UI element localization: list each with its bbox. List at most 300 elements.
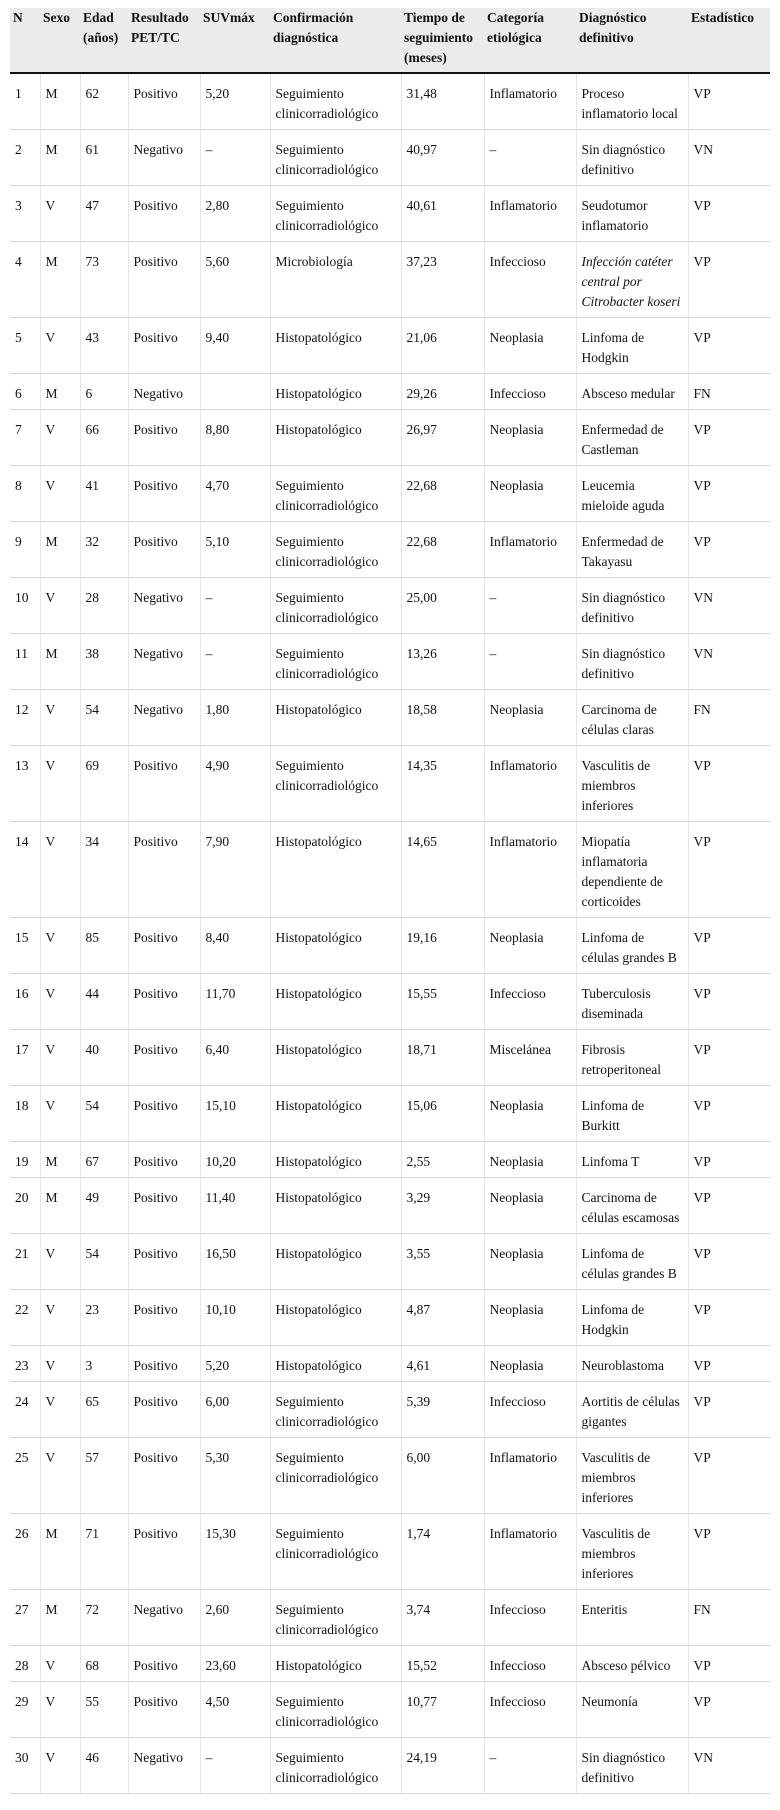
cell-tiempo: 2,55 (401, 1142, 484, 1178)
table-row (10, 578, 770, 634)
cell-edad: 66 (80, 410, 128, 466)
cell-confirmacion: Seguimiento clinicorradiológico (270, 73, 401, 130)
table-row (10, 1346, 770, 1382)
col-header-suv: SUVmáx (200, 8, 270, 73)
cell-resultado: Positivo (128, 318, 200, 374)
cell-sexo: M (40, 73, 80, 130)
cell-tiempo: 13,26 (401, 634, 484, 690)
col-header-diagnostico: Diagnóstico definitivo (576, 8, 688, 73)
cell-diagnostico: Sin diagnóstico definitivo (576, 1738, 688, 1794)
cell-n: 16 (10, 974, 40, 1030)
cell-estadistico: VP (688, 242, 770, 318)
cell-n: 17 (10, 1030, 40, 1086)
cell-estadistico: VP (688, 1646, 770, 1682)
cell-n: 22 (10, 1290, 40, 1346)
cell-resultado: Negativo (128, 1590, 200, 1646)
cell-edad: 49 (80, 1178, 128, 1234)
cell-n: 20 (10, 1178, 40, 1234)
cell-tiempo: 37,23 (401, 242, 484, 318)
cell-n: 2 (10, 130, 40, 186)
cell-diagnostico: Linfoma de células grandes B (576, 1234, 688, 1290)
cell-edad: 85 (80, 918, 128, 974)
cell-tiempo: 4,87 (401, 1290, 484, 1346)
cell-diagnostico: Carcinoma de células claras (576, 690, 688, 746)
cell-confirmacion: Seguimiento clinicorradiológico (270, 1590, 401, 1646)
col-header-resultado: Resultado PET/TC (128, 8, 200, 73)
cell-estadistico: VP (688, 1682, 770, 1738)
table-row (10, 1086, 770, 1142)
cell-estadistico: VP (688, 522, 770, 578)
cell-confirmacion: Histopatológico (270, 1234, 401, 1290)
cell-edad: 72 (80, 1590, 128, 1646)
table-row (10, 1514, 770, 1590)
cell-tiempo: 6,00 (401, 1438, 484, 1514)
cell-estadistico: VN (688, 1738, 770, 1794)
cell-diagnostico: Miopatía inflamatoria dependiente de corticoides (576, 822, 688, 918)
cell-confirmacion: Seguimiento clinicorradiológico (270, 186, 401, 242)
cell-confirmacion: Seguimiento clinicorradiológico (270, 522, 401, 578)
cell-confirmacion: Seguimiento clinicorradiológico (270, 634, 401, 690)
cell-diagnostico: Leucemia mieloide aguda (576, 466, 688, 522)
col-header-confirmacion: Confirmación diagnóstica (270, 8, 401, 73)
cell-confirmacion: Microbiología (270, 242, 401, 318)
cell-n: 27 (10, 1590, 40, 1646)
table-body (10, 73, 770, 1794)
cell-categoria: – (484, 578, 576, 634)
cell-n: 23 (10, 1346, 40, 1382)
cell-resultado: Positivo (128, 1030, 200, 1086)
cell-diagnostico: Tuberculosis diseminada (576, 974, 688, 1030)
cell-sexo: V (40, 746, 80, 822)
cell-suv: 11,40 (200, 1178, 270, 1234)
cell-sexo: M (40, 1590, 80, 1646)
cell-diagnostico: Sin diagnóstico definitivo (576, 578, 688, 634)
cell-diagnostico: Aortitis de células gigantes (576, 1382, 688, 1438)
cell-edad: 46 (80, 1738, 128, 1794)
cell-resultado: Positivo (128, 1142, 200, 1178)
cell-estadistico: VP (688, 746, 770, 822)
cell-n: 21 (10, 1234, 40, 1290)
table-row (10, 466, 770, 522)
cell-estadistico: VN (688, 130, 770, 186)
cell-tiempo: 18,58 (401, 690, 484, 746)
cell-diagnostico: Absceso medular (576, 374, 688, 410)
cell-edad: 44 (80, 974, 128, 1030)
table-row (10, 918, 770, 974)
cell-estadistico: VP (688, 1346, 770, 1382)
cell-edad: 62 (80, 73, 128, 130)
cell-sexo: M (40, 634, 80, 690)
cell-edad: 3 (80, 1346, 128, 1382)
cell-tiempo: 14,35 (401, 746, 484, 822)
cell-resultado: Positivo (128, 1682, 200, 1738)
cell-estadistico: VP (688, 1514, 770, 1590)
table-row (10, 1590, 770, 1646)
cell-categoria: Neoplasia (484, 1142, 576, 1178)
cell-n: 4 (10, 242, 40, 318)
cell-suv: 5,30 (200, 1438, 270, 1514)
cell-confirmacion: Histopatológico (270, 1086, 401, 1142)
cell-resultado: Positivo (128, 1290, 200, 1346)
col-header-edad: Edad (años) (80, 8, 128, 73)
cell-sexo: M (40, 522, 80, 578)
cell-suv: 9,40 (200, 318, 270, 374)
cell-categoria: Neoplasia (484, 918, 576, 974)
cell-n: 10 (10, 578, 40, 634)
table-row (10, 822, 770, 918)
cell-tiempo: 15,55 (401, 974, 484, 1030)
cell-categoria: Inflamatorio (484, 1514, 576, 1590)
cell-estadistico: VP (688, 918, 770, 974)
table-row (10, 634, 770, 690)
cell-edad: 54 (80, 1086, 128, 1142)
cell-suv: 11,70 (200, 974, 270, 1030)
cell-estadistico: VP (688, 1438, 770, 1514)
cell-edad: 55 (80, 1682, 128, 1738)
cell-diagnostico: Linfoma de Hodgkin (576, 318, 688, 374)
cell-suv: 15,10 (200, 1086, 270, 1142)
cell-suv: – (200, 578, 270, 634)
cell-tiempo: 40,97 (401, 130, 484, 186)
cell-suv: 4,70 (200, 466, 270, 522)
cell-resultado: Negativo (128, 374, 200, 410)
cell-resultado: Positivo (128, 522, 200, 578)
cell-edad: 32 (80, 522, 128, 578)
table-row (10, 410, 770, 466)
cell-confirmacion: Histopatológico (270, 974, 401, 1030)
cell-categoria: Neoplasia (484, 1290, 576, 1346)
cell-resultado: Negativo (128, 690, 200, 746)
cell-estadistico: VP (688, 1382, 770, 1438)
table-row (10, 1682, 770, 1738)
table-row (10, 130, 770, 186)
cell-edad: 41 (80, 466, 128, 522)
cell-resultado: Negativo (128, 130, 200, 186)
cell-categoria: Neoplasia (484, 690, 576, 746)
cell-sexo: V (40, 690, 80, 746)
cell-edad: 65 (80, 1382, 128, 1438)
cell-estadistico: FN (688, 374, 770, 410)
cell-resultado: Positivo (128, 1346, 200, 1382)
cell-n: 28 (10, 1646, 40, 1682)
cell-confirmacion: Histopatológico (270, 918, 401, 974)
cell-n: 14 (10, 822, 40, 918)
cell-suv: 23,60 (200, 1646, 270, 1682)
cell-estadistico: VP (688, 1030, 770, 1086)
cell-tiempo: 3,74 (401, 1590, 484, 1646)
cell-categoria: Neoplasia (484, 1086, 576, 1142)
cell-n: 18 (10, 1086, 40, 1142)
table-row (10, 1142, 770, 1178)
cell-tiempo: 29,26 (401, 374, 484, 410)
cell-edad: 40 (80, 1030, 128, 1086)
cell-tiempo: 1,74 (401, 1514, 484, 1590)
cell-n: 8 (10, 466, 40, 522)
cell-estadistico: VP (688, 974, 770, 1030)
cell-n: 9 (10, 522, 40, 578)
cell-tiempo: 22,68 (401, 522, 484, 578)
cell-estadistico: VP (688, 318, 770, 374)
cell-suv: 10,20 (200, 1142, 270, 1178)
cell-suv: – (200, 634, 270, 690)
cell-suv: 4,50 (200, 1682, 270, 1738)
cell-n: 5 (10, 318, 40, 374)
cell-resultado: Positivo (128, 974, 200, 1030)
cell-categoria: Inflamatorio (484, 73, 576, 130)
col-header-sexo: Sexo (40, 8, 80, 73)
cell-diagnostico: Infección catéter central por Citrobacter koseri (576, 242, 688, 318)
cell-categoria: Inflamatorio (484, 822, 576, 918)
cell-edad: 38 (80, 634, 128, 690)
table-row (10, 1290, 770, 1346)
table-row (10, 974, 770, 1030)
cell-n: 3 (10, 186, 40, 242)
cell-sexo: V (40, 1086, 80, 1142)
cell-resultado: Positivo (128, 1646, 200, 1682)
cell-edad: 34 (80, 822, 128, 918)
results-table (10, 8, 770, 1794)
cell-estadistico: VP (688, 1290, 770, 1346)
cell-categoria: Infeccioso (484, 1382, 576, 1438)
cell-n: 12 (10, 690, 40, 746)
cell-edad: 43 (80, 318, 128, 374)
cell-resultado: Positivo (128, 822, 200, 918)
cell-diagnostico: Carcinoma de células escamosas (576, 1178, 688, 1234)
cell-confirmacion: Seguimiento clinicorradiológico (270, 746, 401, 822)
cell-tiempo: 4,61 (401, 1346, 484, 1382)
cell-sexo: V (40, 1682, 80, 1738)
cell-n: 1 (10, 73, 40, 130)
cell-n: 19 (10, 1142, 40, 1178)
cell-diagnostico: Sin diagnóstico definitivo (576, 130, 688, 186)
cell-edad: 54 (80, 1234, 128, 1290)
cell-edad: 57 (80, 1438, 128, 1514)
cell-estadistico: VN (688, 578, 770, 634)
cell-sexo: V (40, 466, 80, 522)
col-header-categoria: Categoría etiológica (484, 8, 576, 73)
cell-estadistico: FN (688, 1590, 770, 1646)
cell-confirmacion: Seguimiento clinicorradiológico (270, 1738, 401, 1794)
cell-sexo: M (40, 374, 80, 410)
cell-confirmacion: Seguimiento clinicorradiológico (270, 1382, 401, 1438)
cell-categoria: Neoplasia (484, 1346, 576, 1382)
cell-resultado: Positivo (128, 1514, 200, 1590)
cell-tiempo: 15,06 (401, 1086, 484, 1142)
cell-sexo: V (40, 1290, 80, 1346)
cell-diagnostico: Fibrosis retroperitoneal (576, 1030, 688, 1086)
cell-categoria: Infeccioso (484, 1682, 576, 1738)
cell-suv: 8,80 (200, 410, 270, 466)
cell-n: 11 (10, 634, 40, 690)
cell-edad: 71 (80, 1514, 128, 1590)
cell-categoria: Neoplasia (484, 1178, 576, 1234)
cell-suv: 2,80 (200, 186, 270, 242)
cell-sexo: V (40, 918, 80, 974)
cell-estadistico: VP (688, 1178, 770, 1234)
header-row (10, 8, 770, 73)
cell-edad: 67 (80, 1142, 128, 1178)
cell-confirmacion: Seguimiento clinicorradiológico (270, 466, 401, 522)
table-row (10, 73, 770, 130)
cell-sexo: V (40, 318, 80, 374)
cell-confirmacion: Histopatológico (270, 690, 401, 746)
cell-sexo: V (40, 1646, 80, 1682)
col-header-tiempo: Tiempo de seguimiento (meses) (401, 8, 484, 73)
cell-resultado: Negativo (128, 578, 200, 634)
table-row (10, 1738, 770, 1794)
cell-n: 30 (10, 1738, 40, 1794)
cell-resultado: Positivo (128, 410, 200, 466)
cell-sexo: V (40, 1030, 80, 1086)
cell-categoria: Infeccioso (484, 374, 576, 410)
cell-confirmacion: Histopatológico (270, 1646, 401, 1682)
cell-tiempo: 24,19 (401, 1738, 484, 1794)
cell-edad: 68 (80, 1646, 128, 1682)
cell-sexo: V (40, 410, 80, 466)
table-row (10, 690, 770, 746)
cell-n: 24 (10, 1382, 40, 1438)
col-header-n: N (10, 8, 40, 73)
cell-diagnostico: Enfermedad de Takayasu (576, 522, 688, 578)
cell-diagnostico: Vasculitis de miembros inferiores (576, 1514, 688, 1590)
cell-confirmacion: Histopatológico (270, 1178, 401, 1234)
cell-edad: 47 (80, 186, 128, 242)
cell-n: 25 (10, 1438, 40, 1514)
cell-diagnostico: Linfoma T (576, 1142, 688, 1178)
cell-suv: 4,90 (200, 746, 270, 822)
cell-confirmacion: Seguimiento clinicorradiológico (270, 130, 401, 186)
cell-diagnostico: Absceso pélvico (576, 1646, 688, 1682)
cell-sexo: V (40, 186, 80, 242)
cell-categoria: Inflamatorio (484, 186, 576, 242)
cell-suv: – (200, 130, 270, 186)
cell-tiempo: 3,55 (401, 1234, 484, 1290)
cell-sexo: V (40, 1382, 80, 1438)
cell-categoria: – (484, 130, 576, 186)
cell-categoria: Neoplasia (484, 318, 576, 374)
cell-edad: 54 (80, 690, 128, 746)
cell-categoria: Miscelánea (484, 1030, 576, 1086)
cell-confirmacion: Histopatológico (270, 318, 401, 374)
cell-categoria: Inflamatorio (484, 522, 576, 578)
cell-estadistico: VP (688, 410, 770, 466)
table-row (10, 186, 770, 242)
cell-sexo: V (40, 1234, 80, 1290)
cell-sexo: V (40, 1438, 80, 1514)
cell-diagnostico: Vasculitis de miembros inferiores (576, 746, 688, 822)
cell-sexo: M (40, 130, 80, 186)
cell-estadistico: VP (688, 1086, 770, 1142)
cell-confirmacion: Histopatológico (270, 822, 401, 918)
cell-categoria: Neoplasia (484, 1234, 576, 1290)
cell-confirmacion: Histopatológico (270, 1346, 401, 1382)
col-header-estadistico: Estadístico (688, 8, 770, 73)
cell-sexo: V (40, 1346, 80, 1382)
cell-estadistico: VP (688, 1142, 770, 1178)
cell-diagnostico: Neumonía (576, 1682, 688, 1738)
cell-sexo: M (40, 1142, 80, 1178)
cell-confirmacion: Histopatológico (270, 410, 401, 466)
cell-resultado: Positivo (128, 1438, 200, 1514)
cell-suv: 16,50 (200, 1234, 270, 1290)
cell-estadistico: FN (688, 690, 770, 746)
cell-sexo: M (40, 242, 80, 318)
cell-n: 15 (10, 918, 40, 974)
cell-estadistico: VP (688, 822, 770, 918)
cell-confirmacion: Seguimiento clinicorradiológico (270, 1438, 401, 1514)
cell-suv: 15,30 (200, 1514, 270, 1590)
cell-n: 26 (10, 1514, 40, 1590)
cell-suv: 6,00 (200, 1382, 270, 1438)
cell-categoria: Infeccioso (484, 242, 576, 318)
table-row (10, 242, 770, 318)
cell-edad: 6 (80, 374, 128, 410)
cell-estadistico: VP (688, 186, 770, 242)
cell-categoria: – (484, 1738, 576, 1794)
cell-confirmacion: Seguimiento clinicorradiológico (270, 1514, 401, 1590)
cell-edad: 73 (80, 242, 128, 318)
cell-diagnostico: Enfermedad de Castleman (576, 410, 688, 466)
cell-resultado: Positivo (128, 73, 200, 130)
cell-sexo: V (40, 1738, 80, 1794)
cell-categoria: Infeccioso (484, 974, 576, 1030)
cell-suv: 7,90 (200, 822, 270, 918)
cell-diagnostico: Sin diagnóstico definitivo (576, 634, 688, 690)
cell-tiempo: 40,61 (401, 186, 484, 242)
cell-resultado: Positivo (128, 918, 200, 974)
cell-resultado: Positivo (128, 186, 200, 242)
cell-sexo: V (40, 822, 80, 918)
cell-estadistico: VP (688, 73, 770, 130)
cell-resultado: Positivo (128, 466, 200, 522)
cell-tiempo: 3,29 (401, 1178, 484, 1234)
cell-categoria: Infeccioso (484, 1590, 576, 1646)
cell-tiempo: 26,97 (401, 410, 484, 466)
cell-suv (200, 374, 270, 410)
cell-categoria: Neoplasia (484, 410, 576, 466)
cell-suv: 2,60 (200, 1590, 270, 1646)
cell-resultado: Positivo (128, 1234, 200, 1290)
cell-confirmacion: Seguimiento clinicorradiológico (270, 578, 401, 634)
cell-suv: 6,40 (200, 1030, 270, 1086)
cell-tiempo: 31,48 (401, 73, 484, 130)
cell-resultado: Negativo (128, 634, 200, 690)
cell-resultado: Positivo (128, 1382, 200, 1438)
cell-categoria: Inflamatorio (484, 746, 576, 822)
cell-diagnostico: Proceso inflamatorio local (576, 73, 688, 130)
table-row (10, 746, 770, 822)
table-row (10, 318, 770, 374)
cell-estadistico: VP (688, 466, 770, 522)
cell-suv: 5,60 (200, 242, 270, 318)
cell-edad: 28 (80, 578, 128, 634)
cell-categoria: Inflamatorio (484, 1438, 576, 1514)
cell-tiempo: 19,16 (401, 918, 484, 974)
cell-tiempo: 10,77 (401, 1682, 484, 1738)
cell-edad: 69 (80, 746, 128, 822)
cell-tiempo: 5,39 (401, 1382, 484, 1438)
cell-n: 29 (10, 1682, 40, 1738)
cell-diagnostico: Neuroblastoma (576, 1346, 688, 1382)
cell-tiempo: 15,52 (401, 1646, 484, 1682)
cell-tiempo: 14,65 (401, 822, 484, 918)
cell-diagnostico: Enteritis (576, 1590, 688, 1646)
cell-categoria: – (484, 634, 576, 690)
cell-resultado: Positivo (128, 1178, 200, 1234)
cell-tiempo: 22,68 (401, 466, 484, 522)
cell-diagnostico: Linfoma de Hodgkin (576, 1290, 688, 1346)
cell-diagnostico: Seudotumor inflamatorio (576, 186, 688, 242)
